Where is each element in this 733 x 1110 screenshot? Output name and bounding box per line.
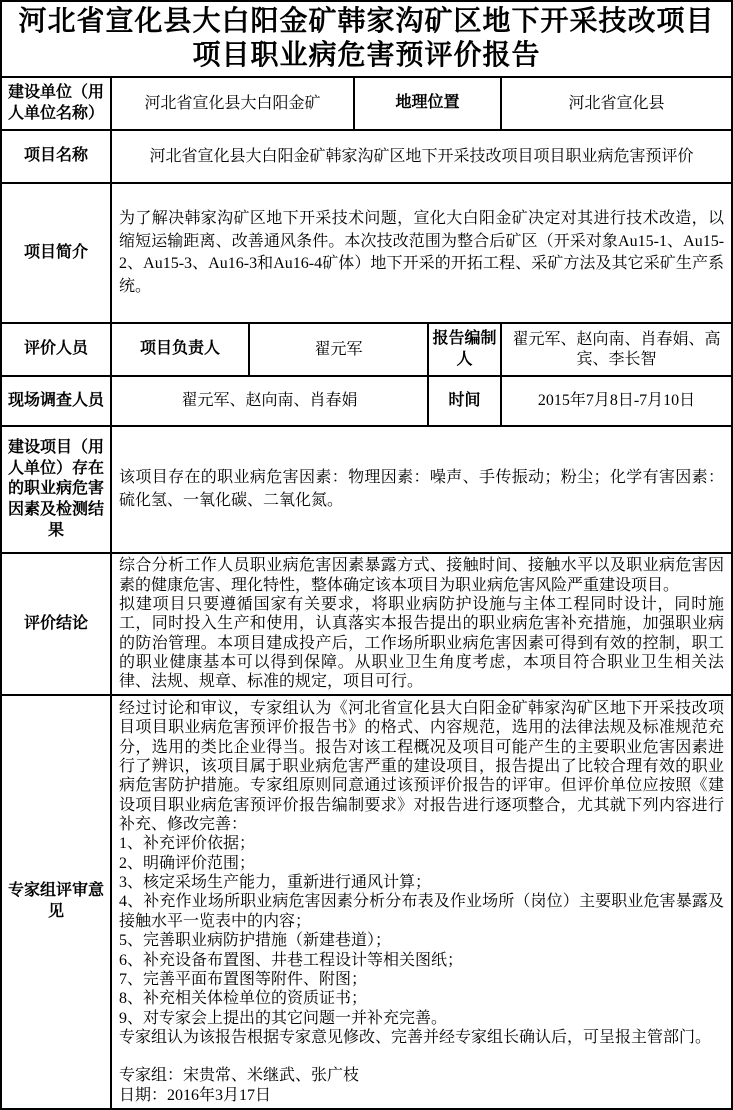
review-date: 日期：2016年3月17日 — [119, 1086, 272, 1104]
conclusion-label: 评价结论 — [1, 553, 111, 695]
hazards-label: 建设项目（用人单位）存在的职业病危害因素及检测结果 — [1, 426, 111, 553]
expert-review-value — [111, 695, 732, 1109]
expert-review-item: 6、补充设备布置图、井巷工程设计等相关图纸； — [119, 951, 464, 969]
conclusion-value — [111, 553, 732, 695]
expert-review-item: 8、补充相关体检单位的资质证书； — [119, 990, 368, 1008]
survey-row — [1, 376, 732, 426]
time-label: 时间 — [428, 376, 501, 426]
location-label: 地理位置 — [354, 77, 501, 130]
time-value: 2015年7月8日-7月10日 — [501, 376, 732, 426]
project-leader-label: 项目负责人 — [111, 323, 249, 376]
expert-review-item: 5、完善职业病防护措施（新建巷道）； — [119, 932, 392, 950]
project-name-label: 项目名称 — [1, 130, 111, 183]
expert-review-paragraph: 经过讨论和审议，专家组认为《河北省宣化县大白阳金矿韩家沟矿区地下开采技改项目项目职业病危害预评价报告书》的格式、内容规范，选用的法律法规及标准规范充分，选用的类比企业得当。报告对该工程概况及项目可能产生的主要职业危害因素进行了辨识，该项目属于职业病危害严重的建设项目，报告提出了比较合理有效的职业病危害防护措施。专家组原则同意通过该预评价报告的评审。但评价单位应按照《建设项目职业病危害预评价报告编制要求》对报告进行逐项整合，尤其就下列内容进行补充、修改完善： — [119, 699, 725, 833]
conclusion-row — [1, 553, 732, 695]
expert-review-item: 9、对专家会上提出的其它问题一并补充完善。 — [119, 1009, 448, 1027]
expert-group-signature: 专家组：宋贵常、米继武、张广枝 — [119, 1067, 360, 1085]
expert-review-blank-line — [119, 1047, 724, 1066]
report-title: 河北省宣化县大白阳金矿韩家沟矿区地下开采技改项目项目职业病危害预评价报告 — [1, 1, 732, 77]
expert-review-item: 4、补充作业场所职业病危害因素分析分布表及作业场所（岗位）主要职业危害暴露及接触水平一览表中的内容； — [119, 893, 725, 930]
expert-review-item: 7、完善平面布置图等附件、附图； — [119, 970, 368, 988]
project-name-value: 河北省宣化县大白阳金矿韩家沟矿区地下开采技改项目项目职业病危害预评价 — [111, 130, 732, 183]
evaluators-row — [1, 323, 732, 376]
expert-review-item: 3、核定采场生产能力，重新进行通风计算； — [119, 874, 432, 892]
unit-label: 建设单位（用人单位名称） — [1, 77, 111, 130]
unit-row — [1, 77, 732, 130]
survey-value: 翟元军、赵向南、肖春娟 — [111, 376, 428, 426]
expert-review-item: 2、明确评价范围； — [119, 854, 256, 872]
project-intro-value: 为了解决韩家沟矿区地下开采技术问题，宣化大白阳金矿决定对其进行技术改造，以缩短运输距离、改善通风条件。本次技改范围为整合后矿区（开采对象Au15-1、Au15-2、Au15-3、Au16-3和Au16-4矿体）地下开采的开拓工程、采矿方法及其它采矿生产系统。 — [111, 183, 732, 323]
conclusion-paragraph: 综合分析工作人员职业病危害因素暴露方式、接触时间、接触水平以及职业病危害因素的健康危害、理化特性，整体确定该本项目为职业病危害风险严重建设项目。 — [119, 557, 725, 594]
conclusion-paragraph: 拟建项目只要遵循国家有关要求，将职业病防护设施与主体工程同时设计，同时施工，同时投入生产和使用，认真落实本报告提出的职业病危害补充措施，加强职业病的防治管理。本项目建成投产后，工作场所职业病危害因素可得到有效的控制，职工的职业健康基本可以得到保障。从职业卫生角度考虑，本项目符合职业卫生相关法律、法规、规章、标准的规定，项目可行。 — [119, 596, 725, 691]
expert-review-paragraph: 专家组认为该报告根据专家意见修改、完善并经专家组长确认后，可呈报主管部门。 — [119, 1028, 712, 1046]
title-row — [1, 1, 732, 77]
project-name-row — [1, 130, 732, 183]
evaluators-label: 评价人员 — [1, 323, 111, 376]
expert-review-item: 1、补充评价依据； — [119, 835, 256, 853]
expert-review-label: 专家组评审意见 — [1, 695, 111, 1109]
report-writers-value: 翟元军、赵向南、肖春娟、高宾、李长智 — [501, 323, 732, 376]
hazards-row — [1, 426, 732, 553]
unit-value: 河北省宣化县大白阳金矿 — [111, 77, 354, 130]
project-intro-row — [1, 183, 732, 323]
project-leader-value: 翟元军 — [249, 323, 428, 376]
project-intro-label: 项目简介 — [1, 183, 111, 323]
location-value: 河北省宣化县 — [501, 77, 732, 130]
report-writers-label: 报告编制人 — [428, 323, 501, 376]
hazards-value: 该项目存在的职业病危害因素：物理因素：噪声、手传振动；粉尘；化学有害因素：硫化氢、一氧化碳、二氧化氮。 — [111, 426, 732, 553]
survey-label: 现场调查人员 — [1, 376, 111, 426]
expert-review-row — [1, 695, 732, 1109]
